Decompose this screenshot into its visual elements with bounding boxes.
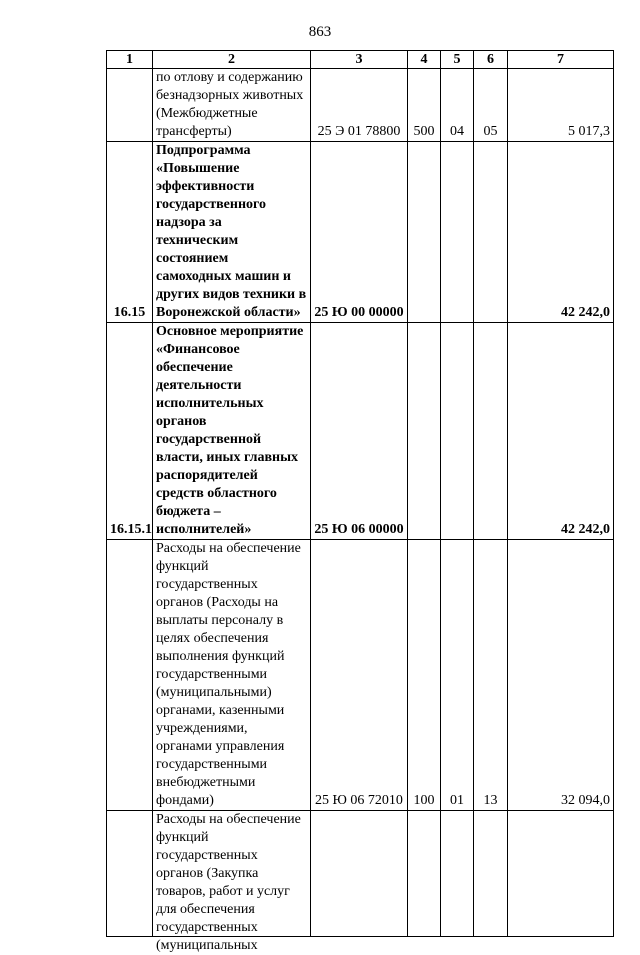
- row-amount: 5 017,3: [508, 69, 614, 142]
- table-row: [107, 540, 614, 811]
- row-subsection: [474, 811, 508, 937]
- column-header: 7: [508, 51, 614, 69]
- row-amount: 42 242,0: [508, 142, 614, 323]
- column-header: 6: [474, 51, 508, 69]
- row-expense-type: [408, 323, 441, 540]
- row-target-article: 25 Ю 00 00000: [311, 142, 408, 323]
- row-description: Расходы на обеспечение функций государственных органов (Расходы на выплаты персоналу в целях обеспечения выполнения функций государственными (муниципальными) органами, казенными учреждениями, органами управления государственными внебюджетными фондами): [153, 540, 311, 811]
- row-subsection: [474, 323, 508, 540]
- column-header: 3: [311, 51, 408, 69]
- column-header: 4: [408, 51, 441, 69]
- row-description: Подпрограмма «Повышение эффективности государственного надзора за техническим состоянием самоходных машин и других видов техники в Воронежской области»: [153, 142, 311, 323]
- column-header: 2: [153, 51, 311, 69]
- row-expense-type: [408, 811, 441, 937]
- row-description: Расходы на обеспечение функций государственных органов (Закупка товаров, работ и услуг для обеспечения государственных (муниципальных: [156, 812, 301, 953]
- row-section: [441, 142, 474, 323]
- row-target-article: 25 Э 01 78800: [311, 69, 408, 142]
- row-amount: 42 242,0: [508, 323, 614, 540]
- column-header: 1: [107, 51, 153, 69]
- row-subsection: [474, 142, 508, 323]
- row-code: 16.15: [107, 142, 153, 323]
- row-target-article: 25 Ю 06 00000: [311, 323, 408, 540]
- table-row-main-activity: [107, 323, 614, 540]
- row-target-article: 25 Ю 06 72010: [311, 540, 408, 811]
- row-amount: 32 094,0: [508, 540, 614, 811]
- row-expense-type: 100: [408, 540, 441, 811]
- table-row: [107, 69, 614, 142]
- row-code: [107, 69, 153, 142]
- row-description-cell: [153, 811, 311, 953]
- column-header: 5: [441, 51, 474, 69]
- row-code: 16.15.1: [107, 323, 153, 540]
- row-amount: [508, 811, 614, 937]
- row-expense-type: 500: [408, 69, 441, 142]
- row-subsection: 05: [474, 69, 508, 142]
- row-expense-type: [408, 142, 441, 323]
- page-number: 863: [308, 24, 332, 40]
- row-section: 01: [441, 540, 474, 811]
- row-description: по отлову и содержанию безнадзорных животных (Межбюджетные трансферты): [153, 69, 311, 142]
- row-description: Основное мероприятие «Финансовое обеспечение деятельности исполнительных органов государственной власти, иных главных распорядителей средств областного бюджета – исполнителей»: [153, 323, 311, 540]
- header-row: [107, 51, 614, 69]
- row-section: 04: [441, 69, 474, 142]
- row-code: [107, 540, 153, 811]
- row-code: [107, 811, 153, 937]
- row-section: [441, 323, 474, 540]
- budget-table: [106, 50, 614, 953]
- row-subsection: 13: [474, 540, 508, 811]
- row-section: [441, 811, 474, 937]
- table-row-subprogram: [107, 142, 614, 323]
- table-row-continued: [107, 811, 614, 937]
- row-target-article: [311, 811, 408, 937]
